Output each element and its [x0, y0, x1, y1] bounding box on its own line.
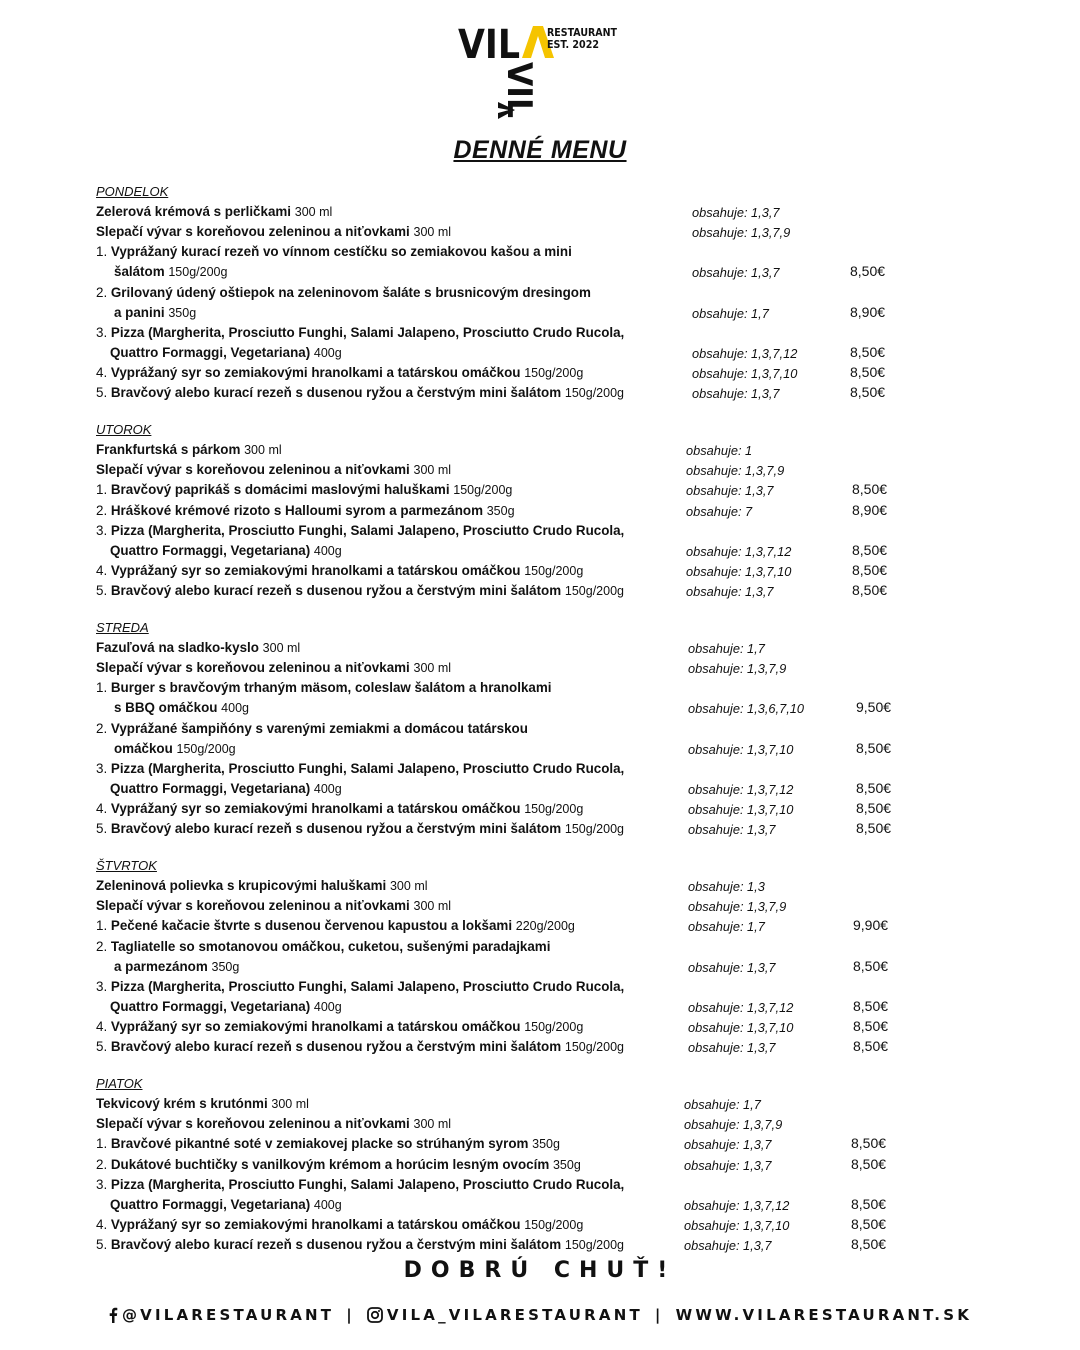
dish-price: 8,50€ [850, 263, 886, 280]
dish-name: Tagliatelle so smotanovou omáčkou, cuketou, sušenými paradajkami [110, 938, 551, 954]
dish-line [96, 918, 575, 933]
dish-line [110, 543, 342, 558]
dish-name: Bravčový alebo kurací rezeň s dusenou ryžou a čerstvým mini šalátom [110, 1236, 562, 1252]
dish-portion: 350g [532, 1137, 560, 1152]
allergen-info: obsahuje: 1,7 [688, 641, 765, 657]
allergen-info: obsahuje: 1,3,7 [684, 1237, 772, 1253]
dish-name: Hráškové krémové rizoto s Halloumi syrom a parmezánom [110, 502, 483, 518]
dish-line [96, 1019, 583, 1034]
dish-portion: 150g/200g [524, 563, 584, 578]
dish-line [114, 959, 239, 974]
dish-name: šalátom [114, 264, 165, 280]
allergen-info: obsahuje: 1,3,7 [688, 959, 776, 975]
dish-name: Vyprážaný kurací rezeň vo vínnom cestíčku so zemiakovou kašou a mini [110, 244, 572, 260]
dish-line [96, 503, 515, 518]
dish-price: 8,50€ [853, 1038, 889, 1054]
dish-portion: 150g/200g [564, 1040, 624, 1054]
dish-line [110, 1197, 342, 1212]
svg-text:VIL: VIL [499, 62, 539, 122]
dish-portion: 220g/200g [515, 919, 575, 934]
dish-number: 2. [96, 1156, 111, 1172]
dish-name: Fazuľová na sladko-kyslo [96, 640, 259, 656]
dish-price: 8,50€ [851, 1195, 887, 1212]
dish-name: s BBQ omáčkou [114, 700, 218, 716]
dish-line [110, 345, 342, 360]
allergen-info: obsahuje: 1,3,7,12 [688, 781, 794, 797]
dish-name: Pizza (Margherita, Prosciutto Funghi, Salami Jalapeno, Prosciutto Crudo Rucola, [110, 1176, 625, 1192]
day-heading-piatok: PIATOK [96, 1076, 143, 1092]
dish-portion: 300 ml [389, 879, 428, 894]
allergen-info: obsahuje: 1,3,7,12 [684, 1197, 790, 1213]
footer-separator: | [654, 1306, 664, 1324]
dish-name: Slepačí vývar s koreňovou zeleninou a niťovkami [96, 660, 410, 676]
dish-number: 2. [96, 502, 111, 518]
dish-line [110, 781, 342, 796]
dish-line [114, 700, 249, 715]
dish-portion: 150g/200g [524, 1217, 584, 1232]
dish-portion: 300 ml [271, 1097, 309, 1112]
allergen-info: obsahuje: 1,3,7 [692, 386, 780, 401]
dish-number: 5. [96, 1039, 111, 1054]
dish-name: Quattro Formaggi, Vegetariana) [110, 344, 311, 360]
dish-number: 4. [96, 1018, 111, 1034]
dish-line [96, 482, 512, 497]
website-link[interactable]: WWW.VILARESTAURANT.SK [675, 1306, 973, 1324]
dish-line [96, 1039, 624, 1054]
allergen-info: obsahuje: 1,3,7 [686, 583, 774, 599]
dish-portion: 300 ml [244, 443, 282, 458]
dish-name: Grilovaný údený oštiepok na zeleninovom šaláte s brusnicovým dresingom [110, 284, 591, 300]
dish-name: Zeleninová polievka s krupicovými haluškami [96, 878, 387, 894]
dish-line [96, 939, 550, 954]
dish-portion: 400g [313, 781, 342, 796]
dish-name: Pizza (Margherita, Prosciutto Funghi, Salami Jalapeno, Prosciutto Crudo Rucola, [110, 522, 625, 538]
dish-line [114, 264, 227, 279]
allergen-info: obsahuje: 1,3,7 [686, 483, 774, 499]
dish-portion: 350g [211, 959, 240, 974]
dish-line [96, 660, 451, 675]
footer [0, 1306, 1080, 1327]
dish-line [96, 1217, 583, 1232]
dish-name: Vyprážaný syr so zemiakovými hranolkami a tatárskou omáčkou [110, 800, 521, 816]
allergen-info: obsahuje: 1,3,7,12 [688, 999, 794, 1015]
allergen-info: obsahuje: 1,3,7 [692, 205, 780, 221]
allergen-info: obsahuje: 1,3,7 [688, 822, 776, 837]
dish-price: 8,50€ [856, 820, 892, 836]
dish-name: Slepačí vývar s koreňovou zeleninou a niťovkami [96, 462, 410, 478]
allergen-info: obsahuje: 1,3,6,7,10 [688, 701, 804, 717]
dish-line [96, 244, 572, 259]
dish-portion: 150g/200g [564, 583, 624, 598]
dish-portion: 400g [221, 701, 249, 716]
dish-portion: 150g/200g [564, 386, 624, 400]
dish-portion: 150g/200g [168, 265, 228, 280]
dish-number: 3. [96, 324, 111, 340]
allergen-info: obsahuje: 1,7 [692, 305, 769, 321]
dish-portion: 300 ml [294, 205, 333, 220]
dish-line [96, 442, 282, 457]
dish-line [114, 305, 196, 320]
dish-name: Bravčový alebo kurací rezeň s dusenou ryžou a čerstvým mini šalátom [110, 1039, 562, 1054]
dish-price: 8,50€ [853, 957, 889, 974]
dish-price: 8,50€ [850, 343, 886, 360]
allergen-info: obsahuje: 1,3,7,10 [686, 563, 792, 579]
dish-portion: 150g/200g [564, 1237, 624, 1252]
dish-name: Burger s bravčovým trhaným mäsom, coleslaw šalátom a hranolkami [110, 680, 552, 696]
allergen-info: obsahuje: 1,3,7,9 [692, 225, 791, 241]
dish-line [96, 365, 583, 380]
dish-portion: 400g [313, 1197, 342, 1212]
dish-price: 8,90€ [850, 303, 886, 320]
dish-number: 5. [96, 385, 111, 400]
dish-number: 1. [96, 482, 111, 498]
dish-number: 1. [96, 244, 111, 260]
dish-line [96, 680, 551, 695]
day-heading-utorok: UTOROK [96, 422, 152, 438]
dish-name: Vyprážaný syr so zemiakovými hranolkami a tatárskou omáčkou [110, 562, 521, 578]
footer-separator: | [346, 1306, 355, 1324]
dish-price: 8,50€ [850, 384, 886, 400]
dish-line [96, 721, 528, 736]
dish-name: Quattro Formaggi, Vegetariana) [110, 780, 311, 796]
dish-line [96, 523, 624, 538]
dish-price: 8,50€ [852, 561, 888, 578]
allergen-info: obsahuje: 1,3 [688, 879, 765, 895]
allergen-info: obsahuje: 1,3,7,12 [692, 345, 798, 361]
dish-name: Quattro Formaggi, Vegetariana) [110, 1196, 311, 1212]
dish-line [96, 563, 583, 578]
dish-price: 9,50€ [856, 699, 892, 716]
instagram-icon[interactable] [367, 1307, 383, 1327]
dish-portion: 150g/200g [564, 822, 624, 836]
allergen-info: obsahuje: 1,3,7,9 [686, 463, 785, 479]
dish-number: 4. [96, 1216, 111, 1232]
dish-number: 3. [96, 522, 111, 538]
dish-number: 1. [96, 918, 111, 934]
dish-name: Tekvicový krém s krutónmi [96, 1096, 268, 1112]
dish-line [96, 1177, 624, 1192]
dish-number: 1. [96, 1136, 111, 1152]
dish-portion: 350g [486, 503, 515, 518]
allergen-info: obsahuje: 1,7 [688, 919, 765, 935]
dish-price: 8,50€ [851, 1155, 887, 1172]
allergen-info: obsahuje: 1,3,7,10 [688, 1019, 794, 1035]
dish-price: 8,50€ [856, 799, 892, 816]
logo-restaurant-label: RESTAURANT [547, 26, 618, 39]
dish-number: 4. [96, 800, 111, 816]
dish-number: 5. [96, 582, 111, 598]
dish-name: Bravčový alebo kurací rezeň s dusenou ryžou a čerstvým mini šalátom [110, 385, 562, 400]
dish-price: 8,50€ [852, 481, 888, 498]
allergen-info: obsahuje: 7 [686, 503, 753, 519]
dish-portion: 300 ml [413, 899, 452, 914]
dish-price: 8,90€ [852, 501, 888, 518]
dish-price: 8,50€ [852, 541, 888, 558]
dish-portion: 400g [313, 999, 342, 1014]
dish-name: Slepačí vývar s koreňovou zeleninou a niťovkami [96, 898, 410, 914]
dish-price: 8,50€ [851, 1215, 887, 1232]
dish-line [96, 1237, 624, 1252]
dish-name: Dukátové buchtičky s vanilkovým krémom a horúcim lesným ovocím [110, 1156, 550, 1172]
dish-name: Vyprážané šampiňóny s varenými zemiakmi a domácou tatárskou [110, 720, 528, 736]
dish-number: 2. [96, 284, 111, 300]
dish-portion: 300 ml [262, 641, 301, 656]
dish-portion: 300 ml [413, 225, 452, 240]
dish-number: 3. [96, 760, 111, 776]
dish-line [96, 583, 624, 598]
dish-portion: 300 ml [413, 1117, 452, 1132]
dish-name: Pečené kačacie štvrte s dusenou červenou kapustou a lokšami [110, 918, 513, 934]
dish-price: 8,50€ [851, 1135, 887, 1152]
dish-portion: 150g/200g [176, 741, 236, 756]
closing-message: DOBRÚ CHUŤ! [403, 1258, 677, 1283]
dish-name: Quattro Formaggi, Vegetariana) [110, 542, 311, 558]
dish-price: 9,90€ [853, 917, 889, 934]
day-heading-štvrtok: ŠTVRTOK [96, 858, 157, 874]
dish-portion: 350g [168, 305, 197, 320]
dish-name: Vyprážaný syr so zemiakovými hranolkami a tatárskou omáčkou [110, 1216, 521, 1232]
dish-number: 3. [96, 1176, 111, 1192]
svg-text:VIL: VIL [458, 22, 520, 68]
dish-line [96, 640, 300, 655]
dish-line [96, 224, 451, 239]
dish-line [96, 462, 451, 477]
allergen-info: obsahuje: 1,3,7 [684, 1137, 772, 1153]
dish-name: Slepačí vývar s koreňovou zeleninou a niťovkami [96, 1116, 410, 1132]
dish-name: Vyprážaný syr so zemiakovými hranolkami a tatárskou omáčkou [110, 1018, 521, 1034]
dish-name: omáčkou [114, 740, 173, 756]
dish-number: 2. [96, 938, 111, 954]
page-title: DENNÉ MENU [453, 136, 627, 164]
dish-name: a parmezánom [114, 958, 208, 974]
dish-portion: 350g [552, 1157, 581, 1172]
allergen-info: obsahuje: 1,3,7,10 [684, 1217, 790, 1233]
dish-line [96, 1096, 309, 1111]
allergen-info: obsahuje: 1,3,7,9 [684, 1117, 783, 1133]
dish-line [96, 1136, 560, 1151]
dish-line [96, 1157, 581, 1172]
dish-name: Slepačí vývar s koreňovou zeleninou a niťovkami [96, 224, 410, 240]
dish-name: Bravčové pikantné soté v zemiakovej placke so strúhaným syrom [110, 1136, 529, 1152]
dish-portion: 150g/200g [524, 1019, 584, 1034]
logo-est-label: EST. 2022 [547, 38, 599, 51]
allergen-info: obsahuje: 1,7 [684, 1097, 761, 1113]
dish-portion: 300 ml [413, 661, 452, 676]
dish-number: 4. [96, 562, 111, 578]
dish-name: Zelerová krémová s perličkami [96, 204, 292, 220]
dish-name: Pizza (Margherita, Prosciutto Funghi, Salami Jalapeno, Prosciutto Crudo Rucola, [110, 324, 625, 340]
dish-name: Quattro Formaggi, Vegetariana) [110, 998, 311, 1014]
dish-portion: 400g [313, 543, 342, 558]
dish-number: 1. [96, 680, 111, 696]
dish-name: Bravčový alebo kurací rezeň s dusenou ryžou a čerstvým mini šalátom [110, 582, 562, 598]
dish-name: Vyprážaný syr so zemiakovými hranolkami a tatárskou omáčkou [110, 364, 521, 380]
dish-name: Frankfurtská s párkom [96, 442, 241, 458]
dish-line [96, 325, 624, 340]
dish-number: 3. [96, 978, 111, 994]
dish-line [96, 204, 332, 219]
allergen-info: obsahuje: 1,3,7,10 [688, 741, 794, 757]
dish-price: 8,50€ [851, 1235, 887, 1252]
facebook-handle-link[interactable]: @VILARESTAURANT [121, 1306, 335, 1324]
dish-line [96, 285, 591, 300]
dish-name: Bravčový paprikáš s domácimi maslovými haluškami [110, 482, 450, 498]
day-heading-streda: STREDA [96, 620, 149, 635]
dish-line [96, 821, 624, 836]
dish-number: 5. [96, 1236, 111, 1252]
dish-line [96, 878, 428, 893]
dish-price: 8,50€ [853, 997, 889, 1014]
dish-portion: 400g [313, 345, 342, 360]
dish-price: 8,50€ [852, 581, 888, 598]
allergen-info: obsahuje: 1,3,7 [688, 1040, 776, 1055]
allergen-info: obsahuje: 1,3,7,9 [688, 661, 787, 677]
dish-line [96, 1116, 451, 1131]
dish-name: a panini [114, 304, 165, 320]
allergen-info: obsahuje: 1,3,7,10 [692, 365, 798, 381]
dish-line [96, 979, 624, 994]
dish-name: Bravčový alebo kurací rezeň s dusenou ryžou a čerstvým mini šalátom [110, 821, 562, 836]
dish-number: 2. [96, 720, 111, 736]
allergen-info: obsahuje: 1,3,7 [692, 265, 780, 281]
allergen-info: obsahuje: 1,3,7 [684, 1157, 772, 1173]
dish-price: 8,50€ [850, 363, 886, 380]
day-heading-pondelok: PONDELOK [96, 184, 169, 199]
dish-line [96, 898, 451, 913]
dish-price: 8,50€ [853, 1017, 889, 1034]
instagram-handle-link[interactable]: VILA_VILARESTAURANT [386, 1306, 643, 1324]
facebook-icon[interactable] [108, 1307, 118, 1327]
allergen-info: obsahuje: 1,3,7,12 [686, 543, 792, 559]
dish-price: 8,50€ [856, 739, 892, 756]
dish-line [96, 385, 624, 400]
dish-line [96, 801, 583, 816]
allergen-info: obsahuje: 1 [686, 443, 753, 459]
dish-portion: 150g/200g [524, 365, 584, 380]
dish-number: 5. [96, 821, 111, 836]
dish-line [110, 999, 342, 1014]
dish-portion: 300 ml [413, 463, 452, 478]
dish-line [114, 741, 236, 756]
allergen-info: obsahuje: 1,3,7,10 [688, 801, 794, 817]
dish-line [96, 761, 624, 776]
dish-name: Pizza (Margherita, Prosciutto Funghi, Salami Jalapeno, Prosciutto Crudo Rucola, [110, 760, 625, 776]
dish-name: Pizza (Margherita, Prosciutto Funghi, Salami Jalapeno, Prosciutto Crudo Rucola, [110, 978, 625, 994]
allergen-info: obsahuje: 1,3,7,9 [688, 899, 787, 915]
dish-portion: 150g/200g [453, 483, 513, 498]
dish-portion: 150g/200g [524, 801, 584, 816]
dish-price: 8,50€ [856, 779, 892, 796]
dish-number: 4. [96, 364, 111, 380]
